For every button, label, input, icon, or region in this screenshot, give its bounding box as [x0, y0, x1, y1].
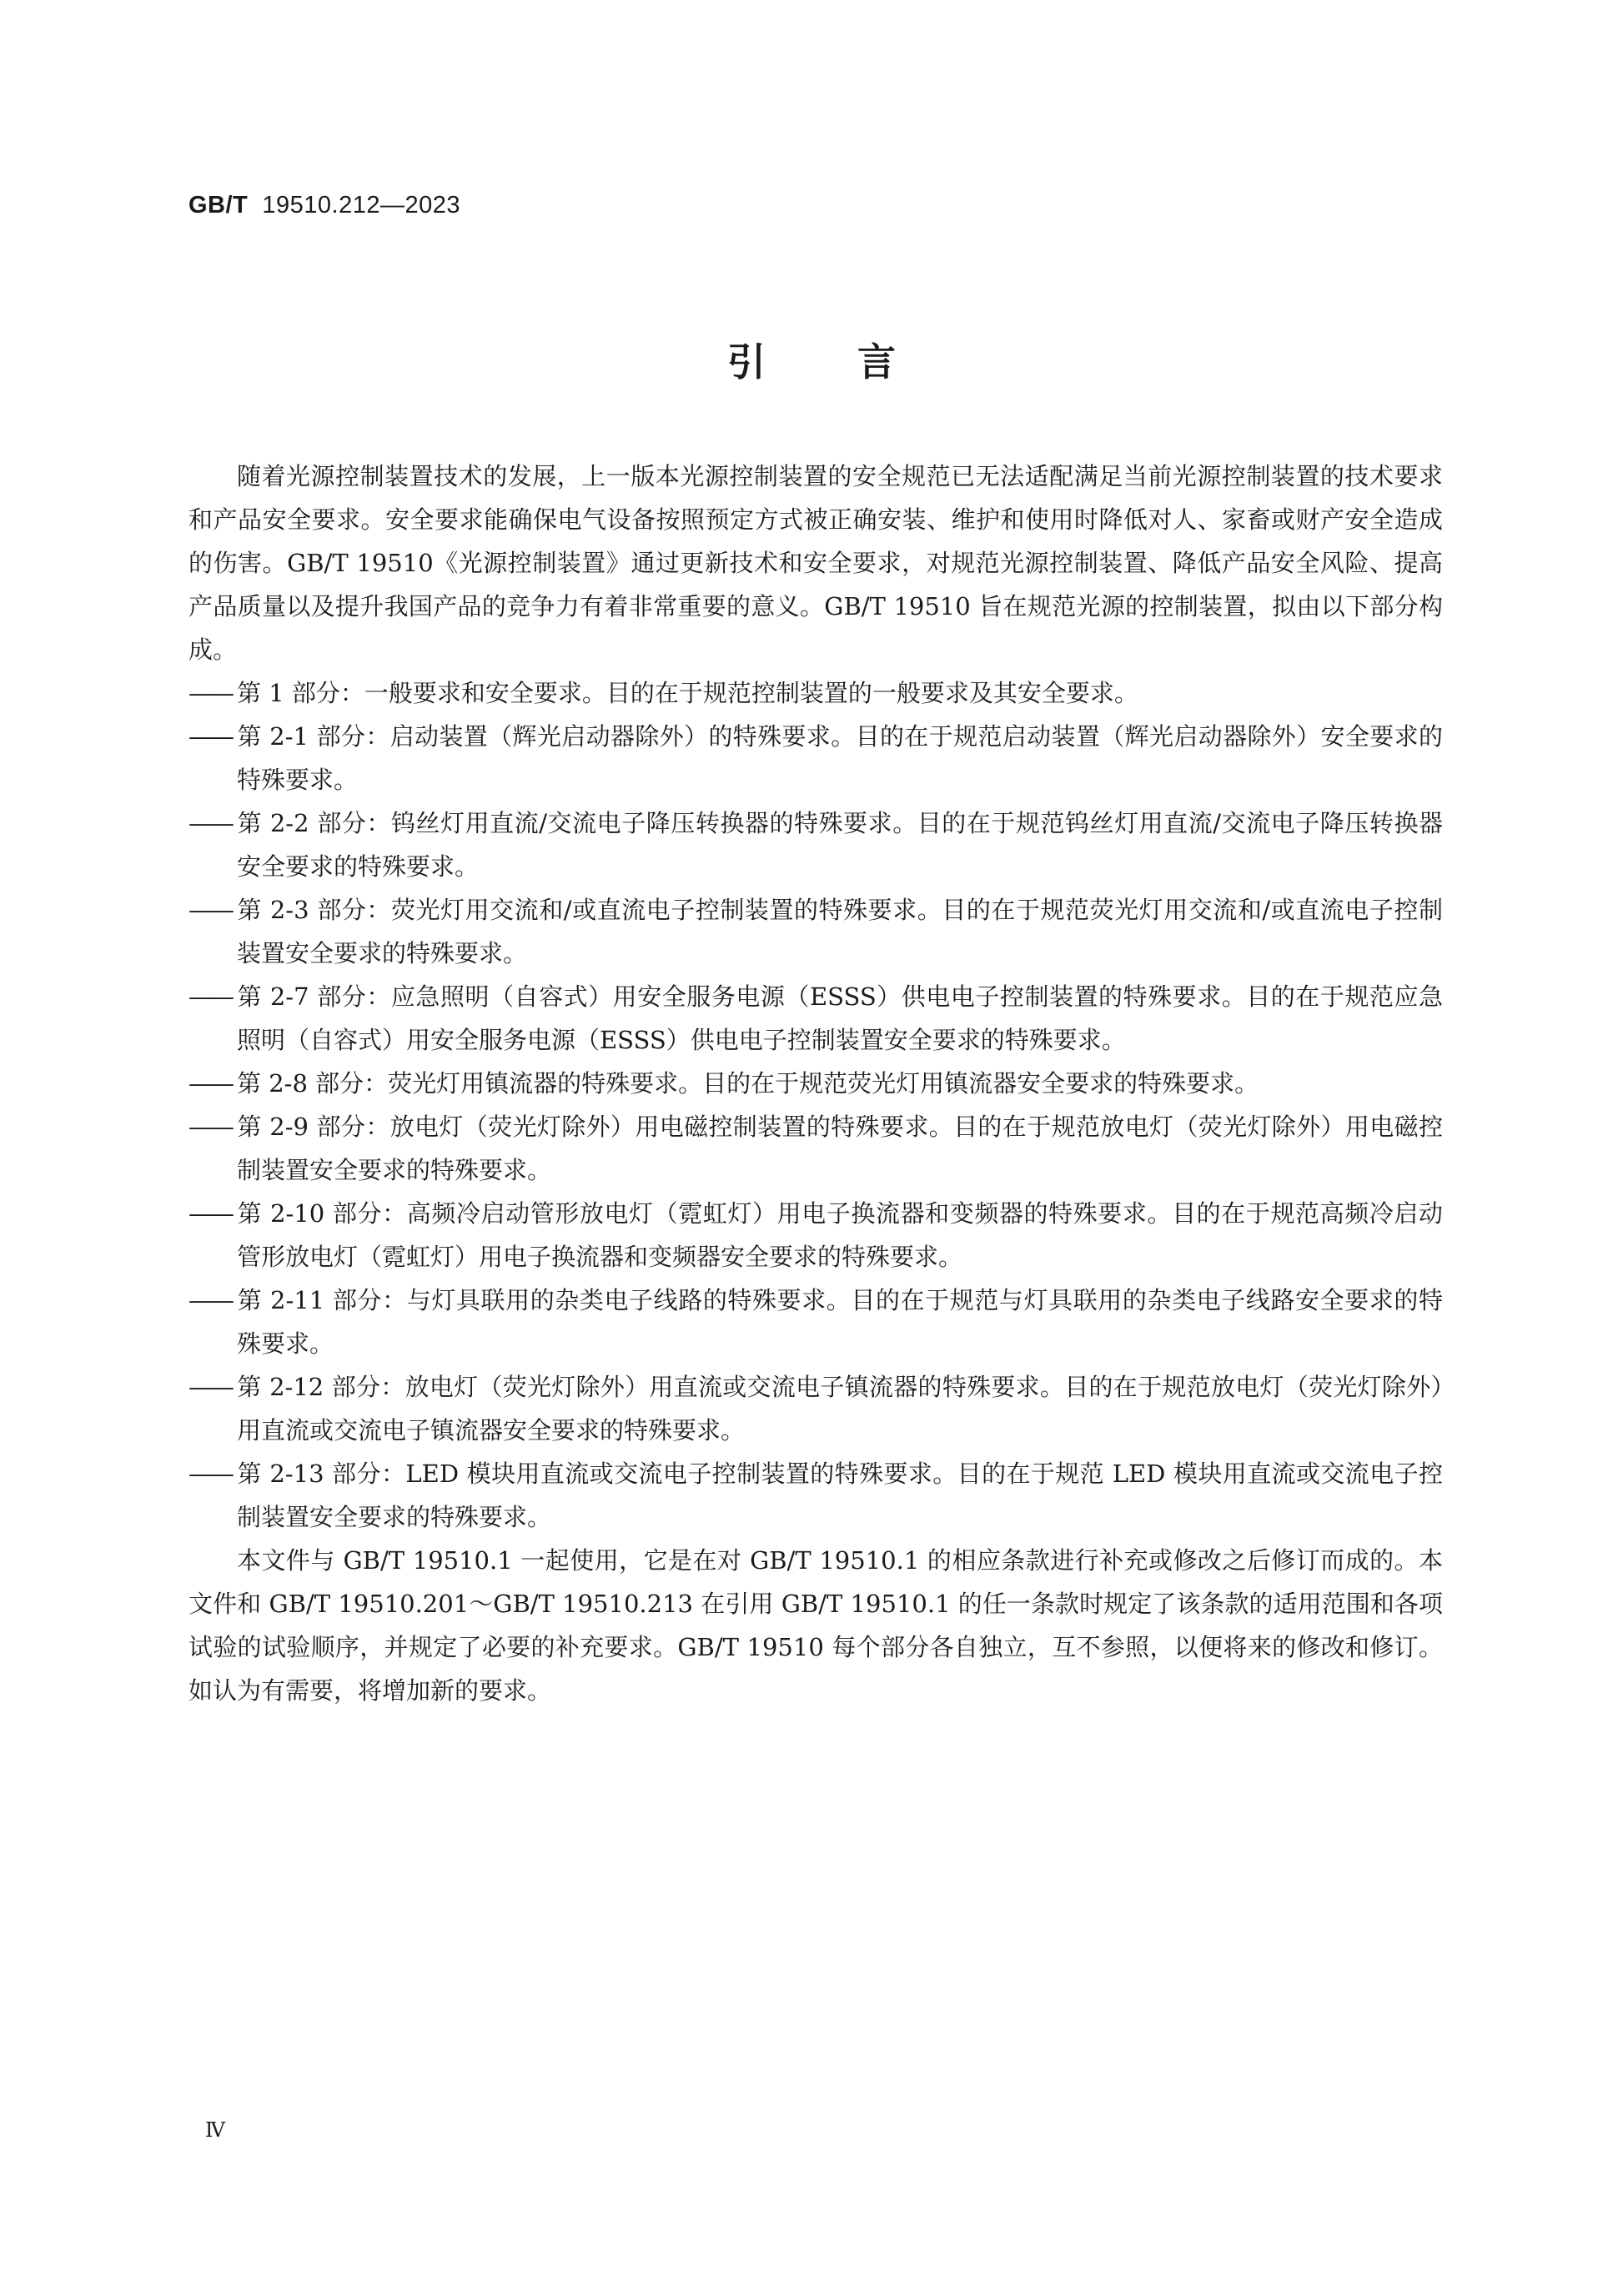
list-item	[188, 888, 1443, 975]
document-number	[188, 192, 460, 219]
standard-code: GB/T	[188, 192, 249, 219]
document-body	[188, 455, 1443, 1712]
list-item	[188, 1105, 1443, 1192]
list-dash: ——	[188, 1286, 232, 1314]
part-text: 第 2-8 部分：荧光灯用镇流器的特殊要求。目的在于规范荧光灯用镇流器安全要求的特殊要求。	[237, 1069, 1259, 1098]
part-text: 第 2-11 部分：与灯具联用的杂类电子线路的特殊要求。目的在于规范与灯具联用的杂类电子线路安全要求的特殊要求。	[237, 1286, 1443, 1358]
list-item	[188, 715, 1443, 801]
list-item	[188, 801, 1443, 888]
list-dash: ——	[188, 1113, 232, 1141]
list-dash: ——	[188, 1373, 232, 1401]
list-dash: ——	[188, 982, 232, 1011]
page-title: 引言	[727, 339, 987, 384]
list-dash: ——	[188, 1069, 232, 1098]
list-item	[188, 1452, 1443, 1539]
part-text: 第 2-1 部分：启动装置（辉光启动器除外）的特殊要求。目的在于规范启动装置（辉光启动器除外）安全要求的特殊要求。	[237, 722, 1443, 794]
part-text: 第 2-10 部分：高频冷启动管形放电灯（霓虹灯）用电子换流器和变频器的特殊要求。目的在于规范高频冷启动管形放电灯（霓虹灯）用电子换流器和变频器安全要求的特殊要求。	[237, 1199, 1443, 1271]
part-text: 第 1 部分：一般要求和安全要求。目的在于规范控制装置的一般要求及其安全要求。	[237, 679, 1138, 707]
intro-paragraph: 随着光源控制装置技术的发展，上一版本光源控制装置的安全规范已无法适配满足当前光源控制装置的技术要求和产品安全要求。安全要求能确保电气设备按照预定方式被正确安装、维护和使用时降低对人、家畜或财产安全造成的伤害。GB/T 19510《光源控制装置》通过更新技术和安全要求，对规范光源控制装置、降低产品安全风险、提高产品质量以及提升我国产品的竞争力有着非常重要的意义。GB/T 19510 旨在规范光源的控制装置，拟由以下部分构成。	[188, 462, 1443, 664]
list-dash: ——	[188, 809, 232, 837]
list-item	[188, 1192, 1443, 1279]
parts-list	[188, 671, 1443, 1539]
list-dash: ——	[188, 679, 232, 707]
list-item	[188, 1365, 1443, 1452]
standard-number: 19510.212—2023	[262, 192, 461, 219]
page-number: Ⅳ	[205, 2118, 225, 2142]
list-dash: ——	[188, 722, 232, 751]
part-text: 第 2-3 部分：荧光灯用交流和/或直流电子控制装置的特殊要求。目的在于规范荧光灯用交流和/或直流电子控制装置安全要求的特殊要求。	[237, 896, 1443, 967]
part-text: 第 2-7 部分：应急照明（自容式）用安全服务电源（ESSS）供电电子控制装置的特殊要求。目的在于规范应急照明（自容式）用安全服务电源（ESSS）供电电子控制装置安全要求的特殊要求。	[237, 982, 1443, 1054]
list-dash: ——	[188, 1459, 232, 1488]
closing-paragraph: 本文件与 GB/T 19510.1 一起使用，它是在对 GB/T 19510.1 的相应条款进行补充或修改之后修订而成的。本文件和 GB/T 19510.201～GB/T 19510.213 在引用 GB/T 19510.1 的任一条款时规定了该条款的适用范围和各项试验的试验顺序，并规定了必要的补充要求。GB/T 19510 每个部分各自独立，互不参照，以便将来的修改和修订。如认为有需要，将增加新的要求。	[188, 1546, 1443, 1705]
part-text: 第 2-12 部分：放电灯（荧光灯除外）用直流或交流电子镇流器的特殊要求。目的在于规范放电灯（荧光灯除外）用直流或交流电子镇流器安全要求的特殊要求。	[237, 1373, 1443, 1444]
list-item	[188, 1062, 1443, 1105]
part-text: 第 2-2 部分：钨丝灯用直流/交流电子降压转换器的特殊要求。目的在于规范钨丝灯用直流/交流电子降压转换器安全要求的特殊要求。	[237, 809, 1443, 881]
part-text: 第 2-9 部分：放电灯（荧光灯除外）用电磁控制装置的特殊要求。目的在于规范放电灯（荧光灯除外）用电磁控制装置安全要求的特殊要求。	[237, 1113, 1443, 1184]
list-dash: ——	[188, 896, 232, 924]
part-text: 第 2-13 部分：LED 模块用直流或交流电子控制装置的特殊要求。目的在于规范 LED 模块用直流或交流电子控制装置安全要求的特殊要求。	[237, 1459, 1443, 1531]
list-item	[188, 671, 1443, 715]
list-item	[188, 1279, 1443, 1365]
list-dash: ——	[188, 1199, 232, 1228]
list-item	[188, 975, 1443, 1062]
